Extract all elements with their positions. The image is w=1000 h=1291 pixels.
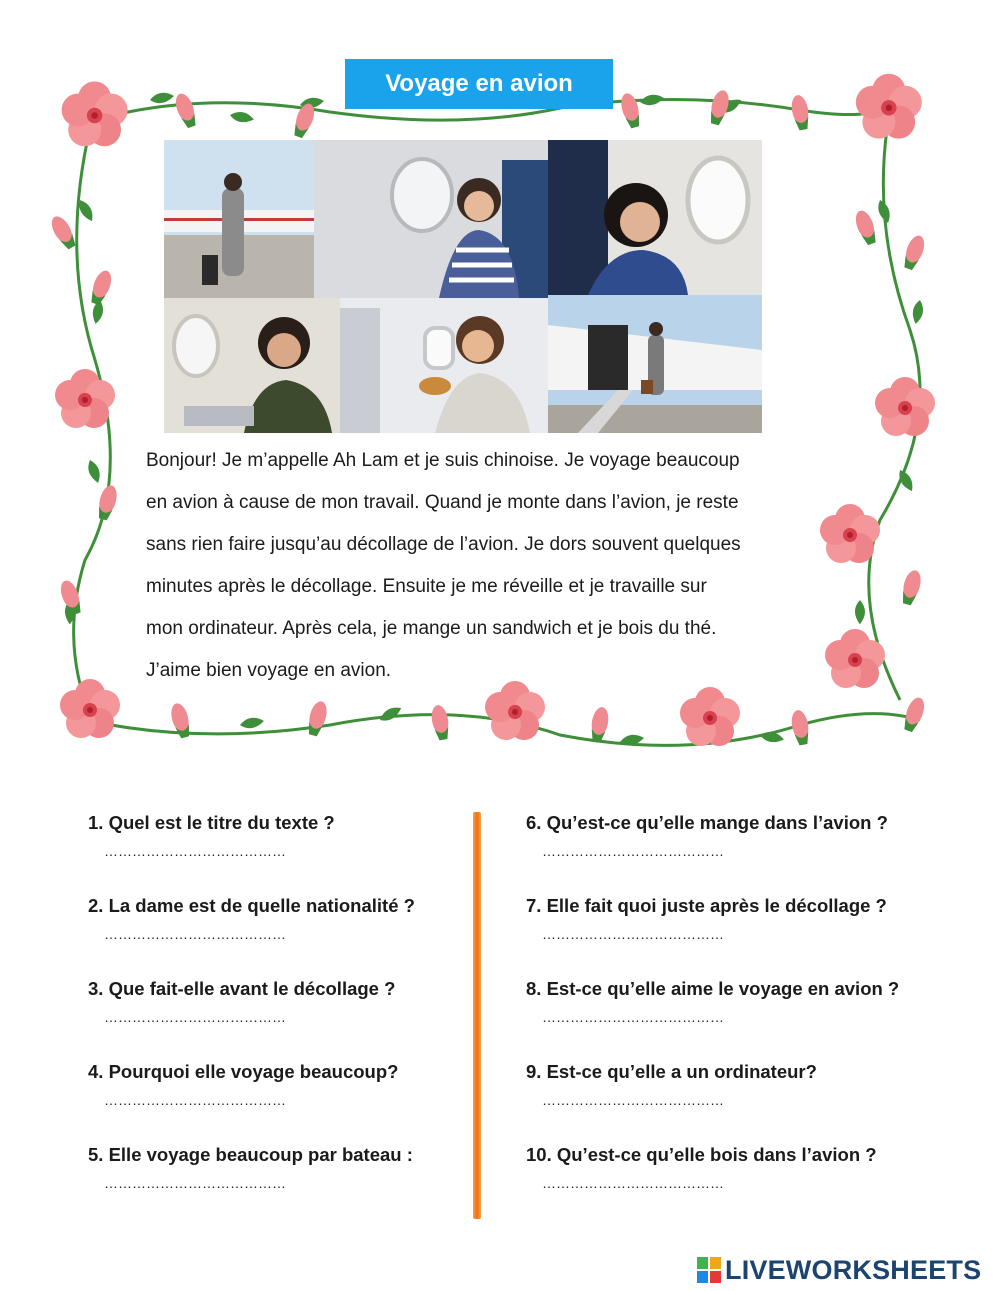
questions-right-column [526, 812, 946, 1227]
question-text: 2. La dame est de quelle nationalité ? [88, 895, 415, 916]
question-5 [88, 1144, 508, 1227]
question-text: 10. Qu’est-ce qu’elle bois dans l’avion ? [526, 1144, 877, 1165]
question-text: 4. Pourquoi elle voyage beaucoup? [88, 1061, 399, 1082]
page-title: Voyage en avion [345, 59, 613, 109]
answer-field[interactable]: ………………………………… [542, 1175, 724, 1191]
question-4 [88, 1061, 508, 1144]
column-divider [473, 812, 481, 1219]
question-text: 1. Quel est le titre du texte ? [88, 812, 335, 833]
question-10 [526, 1144, 946, 1227]
question-text: 7. Elle fait quoi juste après le décollage ? [526, 895, 887, 916]
answer-field[interactable]: ………………………………… [104, 1175, 286, 1191]
answer-field[interactable]: ………………………………… [542, 1092, 724, 1108]
question-6 [526, 812, 946, 895]
story-text [146, 440, 826, 692]
question-text: 6. Qu’est-ce qu’elle mange dans l’avion ? [526, 812, 888, 833]
photo-woman-eating-croissant [340, 298, 548, 433]
question-3 [88, 978, 508, 1061]
story-line: sans rien faire jusqu’au décollage de l’avion. Je dors souvent quelques [146, 534, 741, 555]
answer-field[interactable]: ………………………………… [542, 926, 724, 942]
story-line: Bonjour! Je m’appelle Ah Lam et je suis chinoise. Je voyage beaucoup [146, 450, 740, 471]
question-2 [88, 895, 508, 978]
liveworksheets-logo[interactable] [697, 1255, 981, 1285]
photo-woman-smiling-seat [314, 140, 548, 298]
liveworksheets-logo-icon [697, 1257, 721, 1283]
story-line: en avion à cause de mon travail. Quand je monte dans l’avion, je reste [146, 492, 739, 513]
answer-field[interactable]: ………………………………… [104, 926, 286, 942]
logo-text: LIVEWORKSHEETS [725, 1254, 982, 1285]
answer-field[interactable]: ………………………………… [542, 1009, 724, 1025]
photo-woman-laptop [164, 298, 340, 433]
question-8 [526, 978, 946, 1061]
answer-field[interactable]: ………………………………… [104, 843, 286, 859]
answer-field[interactable]: ………………………………… [104, 1092, 286, 1108]
answer-field[interactable]: ………………………………… [104, 1009, 286, 1025]
photo-woman-boarding-stairs [548, 295, 762, 433]
questions-left-column [88, 812, 508, 1227]
question-text: 5. Elle voyage beaucoup par bateau : [88, 1144, 413, 1165]
question-1 [88, 812, 508, 895]
question-7 [526, 895, 946, 978]
photo-woman-walking-airport [164, 140, 314, 298]
photo-woman-window-thinking [548, 140, 762, 295]
story-line: J’aime bien voyage en avion. [146, 660, 392, 681]
question-9 [526, 1061, 946, 1144]
story-line: mon ordinateur. Après cela, je mange un sandwich et je bois du thé. [146, 618, 717, 639]
question-text: 8. Est-ce qu’elle aime le voyage en avion ? [526, 978, 900, 999]
answer-field[interactable]: ………………………………… [542, 843, 724, 859]
question-text: 3. Que fait-elle avant le décollage ? [88, 978, 396, 999]
story-line: minutes après le décollage. Ensuite je me réveille et je travaille sur [146, 576, 707, 597]
question-text: 9. Est-ce qu’elle a un ordinateur? [526, 1061, 817, 1082]
